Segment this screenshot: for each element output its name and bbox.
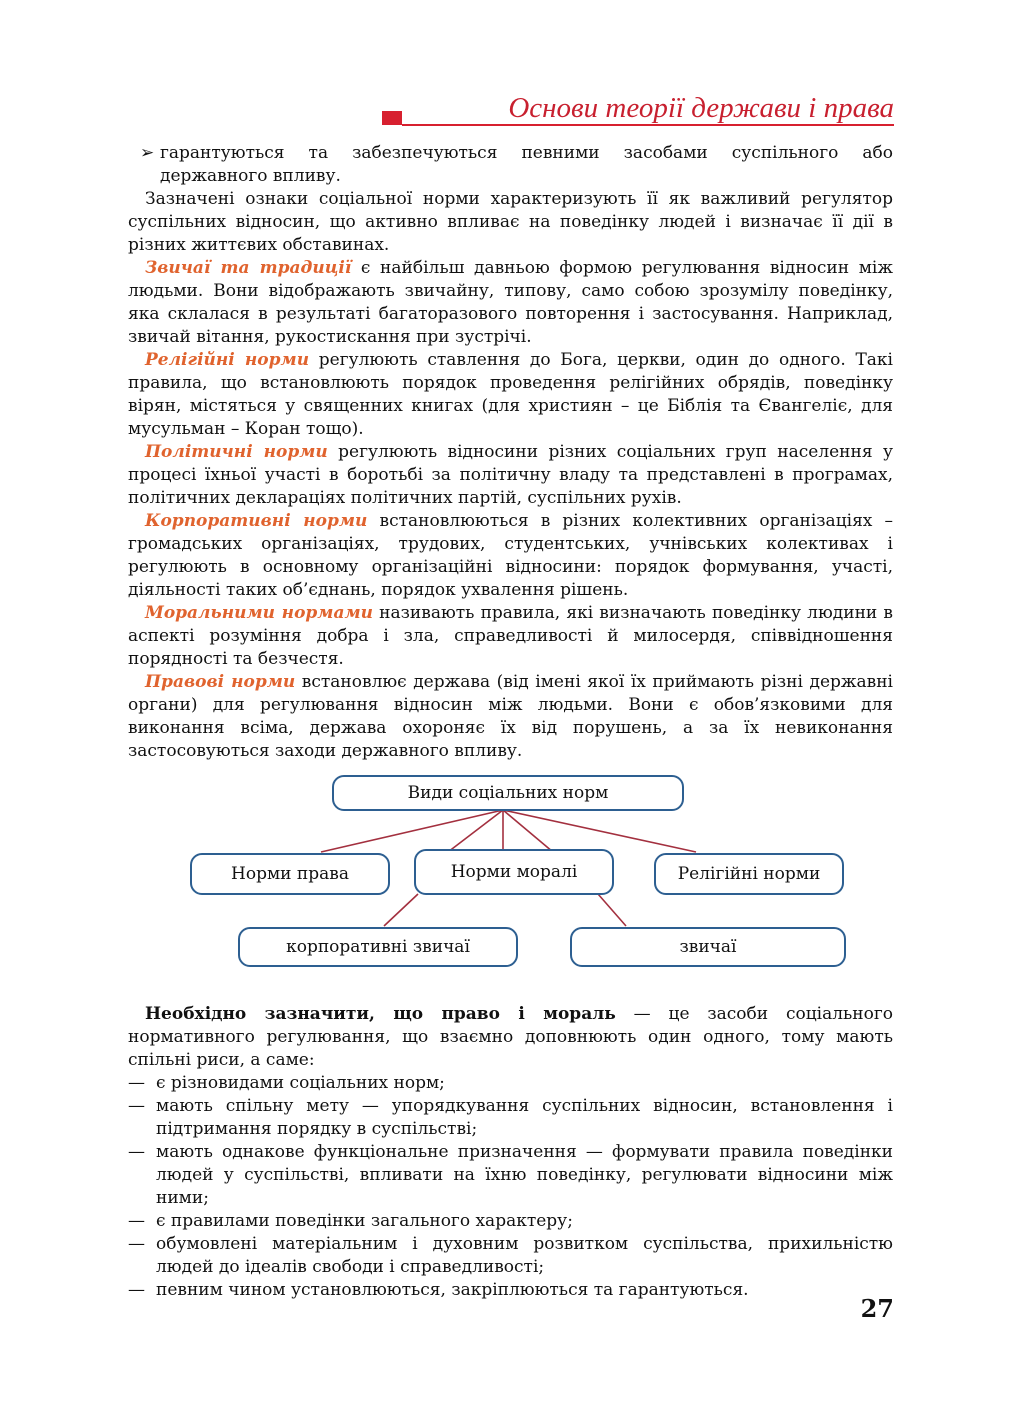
paragraph-text: регулюють відносини різних соціальних груп населення у процесі їхньої участі в боротьбі за політичну владу та представлені в програмах, політичних деклараціях політичних партій, суспільних рухів. <box>128 442 893 508</box>
paragraph-legal <box>128 671 893 763</box>
list-item <box>128 142 893 188</box>
list-item: — певним чином установлюються, закріплюються та гарантуються. <box>128 1280 749 1300</box>
paragraph-religious <box>128 349 893 441</box>
connector-morals-right <box>503 810 553 852</box>
paragraph-corporate <box>128 510 893 602</box>
term-corporate: Корпоративні норми <box>145 511 368 531</box>
list-item: — мають спільну мету — упорядкування суспільних відносин, встановлення і підтримання порядку в суспільстві; <box>128 1096 893 1139</box>
paragraph-customs <box>128 257 893 349</box>
term-customs: Звичаї та традиції <box>145 258 352 278</box>
paragraph-political <box>128 441 893 510</box>
term-religious: Релігійні норми <box>145 350 310 370</box>
paragraph-text: — це засоби соціального нормативного регулювання, що взаємно доповнюють один одного, тому мають спільні риси, а саме: <box>128 1004 894 1070</box>
paragraph-text: регулюють ставлення до Бога, церкви, один до одного. Такі правила, що встановлюють порядок проведення релігійних обрядів, поведінку вірян, містяться у священних книгах (для християн – це Біблія та Євангеліє, для мусульман – Коран тощо). <box>128 350 893 439</box>
diagram-node-corporate: корпоративні звичаї <box>238 927 518 967</box>
social-norms-diagram <box>128 775 893 987</box>
header-accent-block <box>382 111 402 125</box>
running-header-title: Основи теорії держави і права <box>508 92 894 124</box>
dash-marker: — <box>128 1142 145 1162</box>
paragraph-text: Зазначені ознаки соціальної норми характеризують її як важливий регулятор суспільних відносин, що активно впливає на поведінку людей і визначає її дії в різних життєвих обставинах. <box>128 189 893 255</box>
dash-marker: — <box>128 1280 145 1300</box>
diagram-node-law: Норми права <box>190 853 390 895</box>
list-item: — є правилами поведінки загального характеру; <box>128 1211 573 1231</box>
note-bold: Необхідно зазначити, що право і мораль <box>145 1004 616 1024</box>
dash-marker: — <box>128 1096 145 1116</box>
page-number: 27 <box>860 1294 894 1323</box>
paragraph-text: є найбільш давньою формою регулювання відносин між людьми. Вони відображають звичайну, типову, само собою зрозумілу поведінку, яка склалася в результаті багаторазового повторення і застосування. Наприклад, звичай вітання, рукостискання при зустрічі. <box>128 258 893 347</box>
dash-marker: — <box>128 1234 145 1254</box>
paragraph-text: називають правила, які визначають поведінку людини в аспекті розуміння добра і зла, справедливості й милосердя, співвідношення порядності та безчестя. <box>128 603 893 669</box>
paragraph-note <box>128 1003 893 1072</box>
list-item: — мають однакове функціональне призначення — формувати правила поведінки людей у суспільстві, впливати на їхню поведінку, регулювати відносини між ними; <box>128 1142 893 1208</box>
connector-customs <box>598 894 626 926</box>
paragraph-text: встановлює держава (від імені якої їх приймають різні державні органи) для регулювання відносин між людьми. Вони є обов’язковими для виконання всіма, держава охороняє їх від порушень, а за їх невиконання застосовуються заходи державного впливу. <box>128 672 893 761</box>
diagram-node-morals: Норми моралі <box>414 849 614 895</box>
paragraph-intro <box>128 188 893 257</box>
arrow-bullet-icon: ➢ <box>140 143 155 163</box>
paragraph-text: встановлюються в різних колективних організаціях – громадських організаціях, трудових, студентських, учнівських колективах і регулюють в основному організаційні відносини: порядок формування, участі, діяльності таких об’єднань, порядок ухвалення рішень. <box>128 511 893 600</box>
dash-marker: — <box>128 1073 145 1093</box>
paragraph-moral <box>128 602 893 671</box>
diagram-node-customs: звичаї <box>570 927 846 967</box>
bullet-text: гарантуються та забезпечуються певними засобами суспільного або державного впливу. <box>160 143 893 186</box>
list-item: — є різновидами соціальних норм; <box>128 1073 445 1093</box>
page-content <box>128 142 893 1302</box>
diagram-root-node: Види соціальних норм <box>332 775 684 811</box>
term-legal: Правові норми <box>145 672 296 692</box>
diagram-node-religious: Релігійні норми <box>654 853 844 895</box>
dash-marker: — <box>128 1211 145 1231</box>
term-political: Політичні норми <box>145 442 328 462</box>
connector-corporate <box>384 894 418 926</box>
list-item: — обумовлені матеріальним і духовним розвитком суспільства, прихильністю людей до ідеалів свободи і справедливості; <box>128 1234 893 1277</box>
connector-religious <box>503 810 696 852</box>
term-moral: Моральними нормами <box>145 603 373 623</box>
